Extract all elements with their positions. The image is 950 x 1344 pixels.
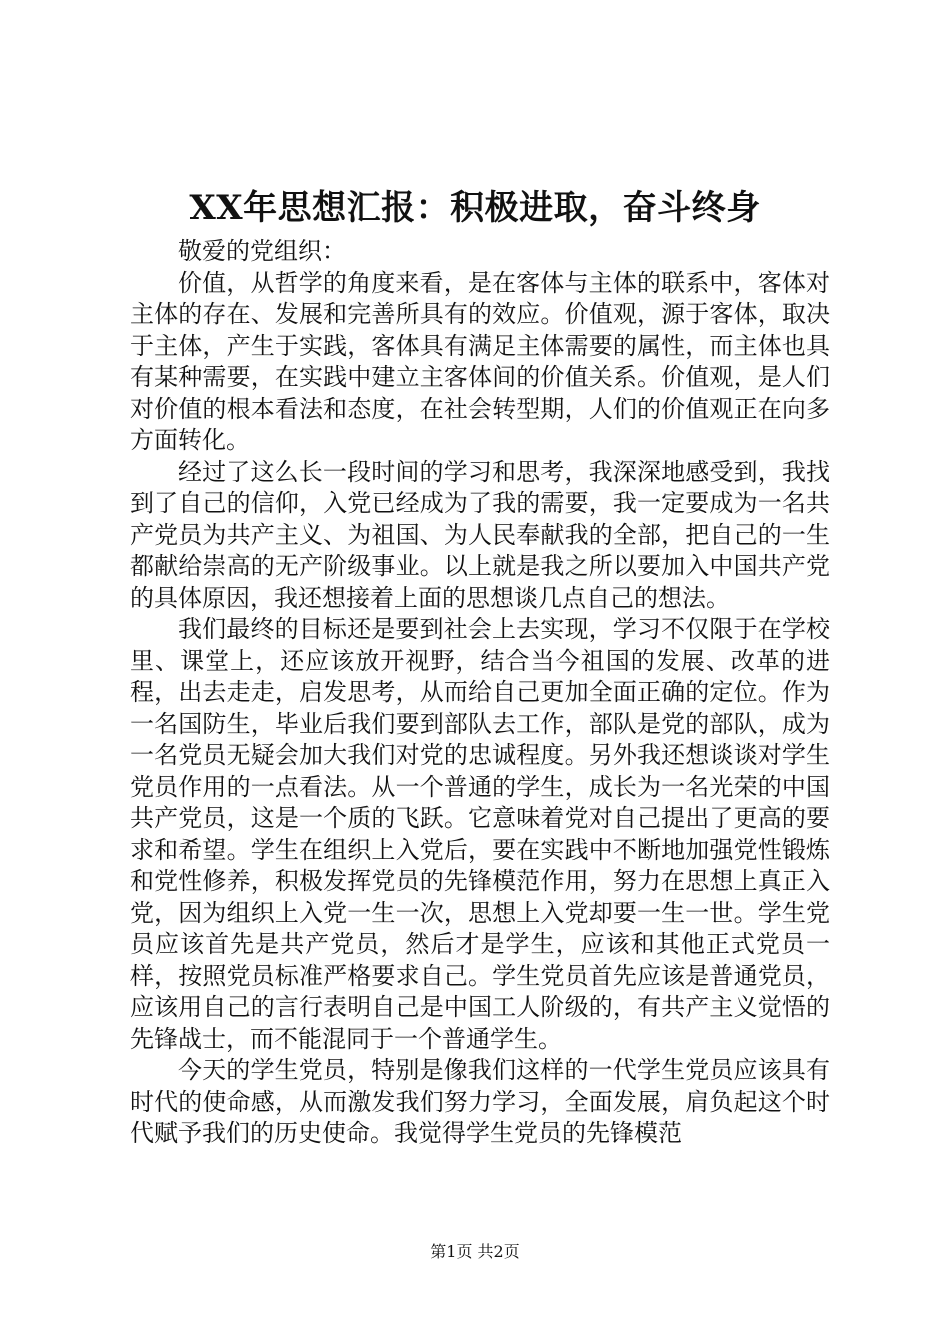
paragraph: 我们最终的目标还是要到社会上去实现，学习不仅限于在学校里、课堂上，还应该放开视野，结合当今祖国的发展、改革的进程，出去走走，启发思考，从而给自己更加全面正确的定位。作为一名国防生，毕业后我们要到部队去工作，部队是党的部队，成为一名党员无疑会加大我们对党的忠诚程度。另外我还想谈谈对学生党员作用的一点看法。从一个普通的学生，成长为一名光荣的中国共产党员，这是一个质的飞跃。它意味着党对自己提出了更高的要求和希望。学生在组织上入党后，要在实践中不断地加强党性锻炼和党性修养，积极发挥党员的先锋模范作用，努力在思想上真正入党，因为组织上入党一生一次，思想上入党却要一生一世。学生党员应该首先是共产党员，然后才是学生，应该和其他正式党员一样，按照党员标准严格要求自己。学生党员首先应该是普通党员，应该用自己的言行表明自己是中国工人阶级的，有共产主义觉悟的先锋战士，而不能混同于一个普通学生。 bbox=[130, 615, 830, 1053]
document-body bbox=[130, 236, 830, 1150]
salutation: 敬爱的党组织： bbox=[178, 237, 346, 265]
paragraph: 今天的学生党员，特别是像我们这样的一代学生党员应该具有时代的使命感，从而激发我们努力学习，全面发展，肩负起这个时代赋予我们的历史使命。我觉得学生党员的先锋模范 bbox=[130, 1056, 830, 1147]
paragraph: 价值，从哲学的角度来看，是在客体与主体的联系中，客体对主体的存在、发展和完善所具有的效应。价值观，源于客体，取决于主体，产生于实践，客体具有满足主体需要的属性，而主体也具有某种需要，在实践中建立主客体间的价值关系。价值观，是人们对价值的根本看法和态度，在社会转型期，人们的价值观正在向多方面转化。 bbox=[130, 268, 830, 454]
document-title: XX年思想汇报：积极进取，奋斗终身 bbox=[189, 188, 761, 228]
page-number-footer: 第1页 共2页 bbox=[430, 1242, 520, 1261]
paragraph: 经过了这么长一段时间的学习和思考，我深深地感受到，我找到了自己的信仰，入党已经成为了我的需要，我一定要成为一名共产党员为共产主义、为祖国、为人民奉献我的全部，把自己的一生都献给崇高的无产阶级事业。以上就是我之所以要加入中国共产党的具体原因，我还想接着上面的思想谈几点自己的想法。 bbox=[130, 457, 830, 612]
